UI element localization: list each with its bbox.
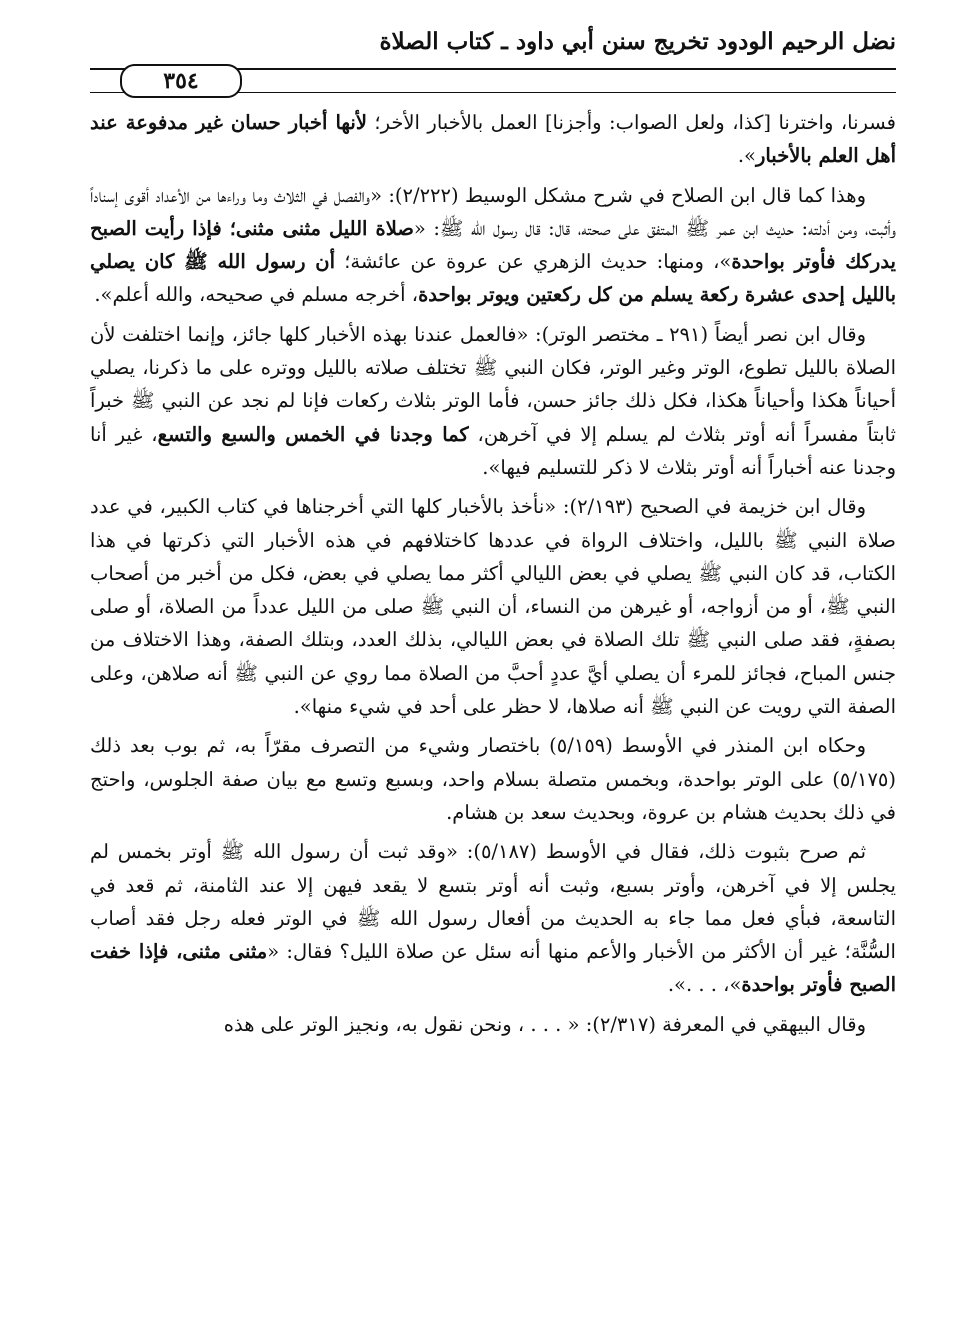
paragraph [90,318,896,484]
bold-text-segment: أن رسول الله ﷺ كان يصلي بالليل إحدى عشرة ركعة يسلم من كل ركعتين ويوتر بواحدة [90,250,896,307]
text-segment: ثم صرح بثبوت ذلك، فقال في الأوسط (٥/١٨٧): «وقد ثبت أن رسول الله ﷺ أوتر بخمس لم يجلس إلا في آخرهن، وأوتر بسبع، وثبت أنه أوتر بتسع لا يقعد فيهن إلا عند الثامنة، ثم قعد في التاسعة، فبأي فعل مما جاء به الحديث من أفعال رسول الله ﷺ في الوتر فعله رجل فقد أصاب السُّنَّة؛ غير أن الأكثر من الأخبار والأعم منها أنه سئل عن صلاة الليل؟ فقال: « [90,840,896,964]
text-segment: وهذا كما قال ابن الصلاح في شرح مشكل الوسيط (٢/٢٢٢): «والفصل في الثلاث وما وراءها من الأعداد أقوى إسناداً وأثبت، ومن أدلته: حديث ابن عمر ﷺ المتفق على صحته، قال: قال رسول الله ﷺ: « [90,183,896,240]
text-segment: ، أخرجه مسلم في صحيحه، والله أعلم». [94,283,419,307]
text-segment: وقال البيهقي في المعرفة (٢/٣١٧): « . . . ، ونحن نقول به، ونجيز الوتر على هذه [223,1012,866,1036]
paragraph [90,835,896,1001]
paragraph [90,179,896,312]
text-segment: »، . . .». [667,973,742,997]
page-header [90,22,896,102]
bold-text-segment: صلاة الليل مثنى مثنى؛ فإذا رأيت الصبح يدركك فأوتر بواحدة [90,216,896,274]
bold-text-segment: كما وجدنا في الخمس والسبع والتسع [157,422,469,446]
body-text [90,106,896,1047]
paragraph [90,490,896,723]
text-segment: وحكاه ابن المنذر في الأوسط (٥/١٥٩) باختصار وشيء من التصرف مقرّاً به، ثم بوب بعد ذلك (٥/١٧٥) على الوتر بواحدة، وبخمس متصلة بسلام واحد، وبسبع وتسع مع بيان صفة الجلوس، واحتج في ذلك بحديث هشام بن عروة، وبحديث سعد بن هشام. [90,734,896,824]
text-segment: ». [737,144,756,168]
text-segment: »، ومنها: حديث الزهري عن عروة عن عائشة؛ [335,250,732,274]
text-segment: فسرنا، واخترنا [كذا، ولعل الصواب: وأجزنا] العمل بالأخبار الأخر؛ [366,111,896,134]
bold-text-segment: مثنى مثنى، فإذا خفت الصبح فأوتر بواحدة [90,940,896,997]
running-title: نضل الرحيم الودود تخريج سنن أبي داود ـ كتاب الصلاة [379,28,896,55]
paragraph [90,106,896,173]
text-segment: ، غير أنا وجدنا عنه أخباراً أنه أوتر بثلاث لا ذكر للتسليم فيها». [90,422,896,479]
text-segment: وقال ابن خزيمة في الصحيح (٢/١٩٣): «نأخذ بالأخبار كلها التي أخرجناها في كتاب الكبير، في عدد صلاة النبي ﷺ بالليل، واختلاف الرواة في عددها كاختلافهم في هذه الأخبار التي ذكرتها في هذا الكتاب، قد كان النبي ﷺ يصلي في بعض الليالي أكثر مما يصلي في بعض، فكل من أخبر من أصحاب النبي ﷺ، أو من أزواجه، أو غيرهن من النساء، أن النبي ﷺ صلى من الليل عدداً من الصلاة، أو صلى بصفةٍ، فقد صلى النبي ﷺ تلك الصلاة في بعض الليالي، بذلك العدد، وبتلك الصفة، وهذا الاختلاف من جنس المباح، فجائز للمرء أن يصلي أيَّ عددٍ أحبَّ من الصلاة مما روي عن النبي ﷺ أنه صلاهن، وعلى الصفة التي رويت عن النبي ﷺ أنه صلاها، لا حظر على أحد في شيء منها». [90,495,897,719]
bold-text-segment: لأنها أخبار حسان غير مدفوعة عند أهل العلم بالأخبار [90,111,896,168]
paragraph [90,729,896,829]
page-number-badge: ٣٥٤ [120,64,242,98]
text-segment: وقال ابن نصر أيضاً (٢٩١ ـ مختصر الوتر): «فالعمل عندنا بهذه الأخبار كلها جائز، وإنما اختلفت لأن الصلاة بالليل تطوع، الوتر وغير الوتر، فكان النبي ﷺ تختلف صلاته بالليل ووتره على ما ذكرنا، يصلي أحياناً هكذا وأحياناً هكذا، فكل ذلك جائز حسن، فأما الوتر بثلاث ركعات فإنا لم نجد عن النبي ﷺ خبراً ثابتاً مفسراً أنه أوتر بثلاث لم يسلم إلا في آخرهن، [90,322,896,446]
paragraph [90,1008,896,1041]
